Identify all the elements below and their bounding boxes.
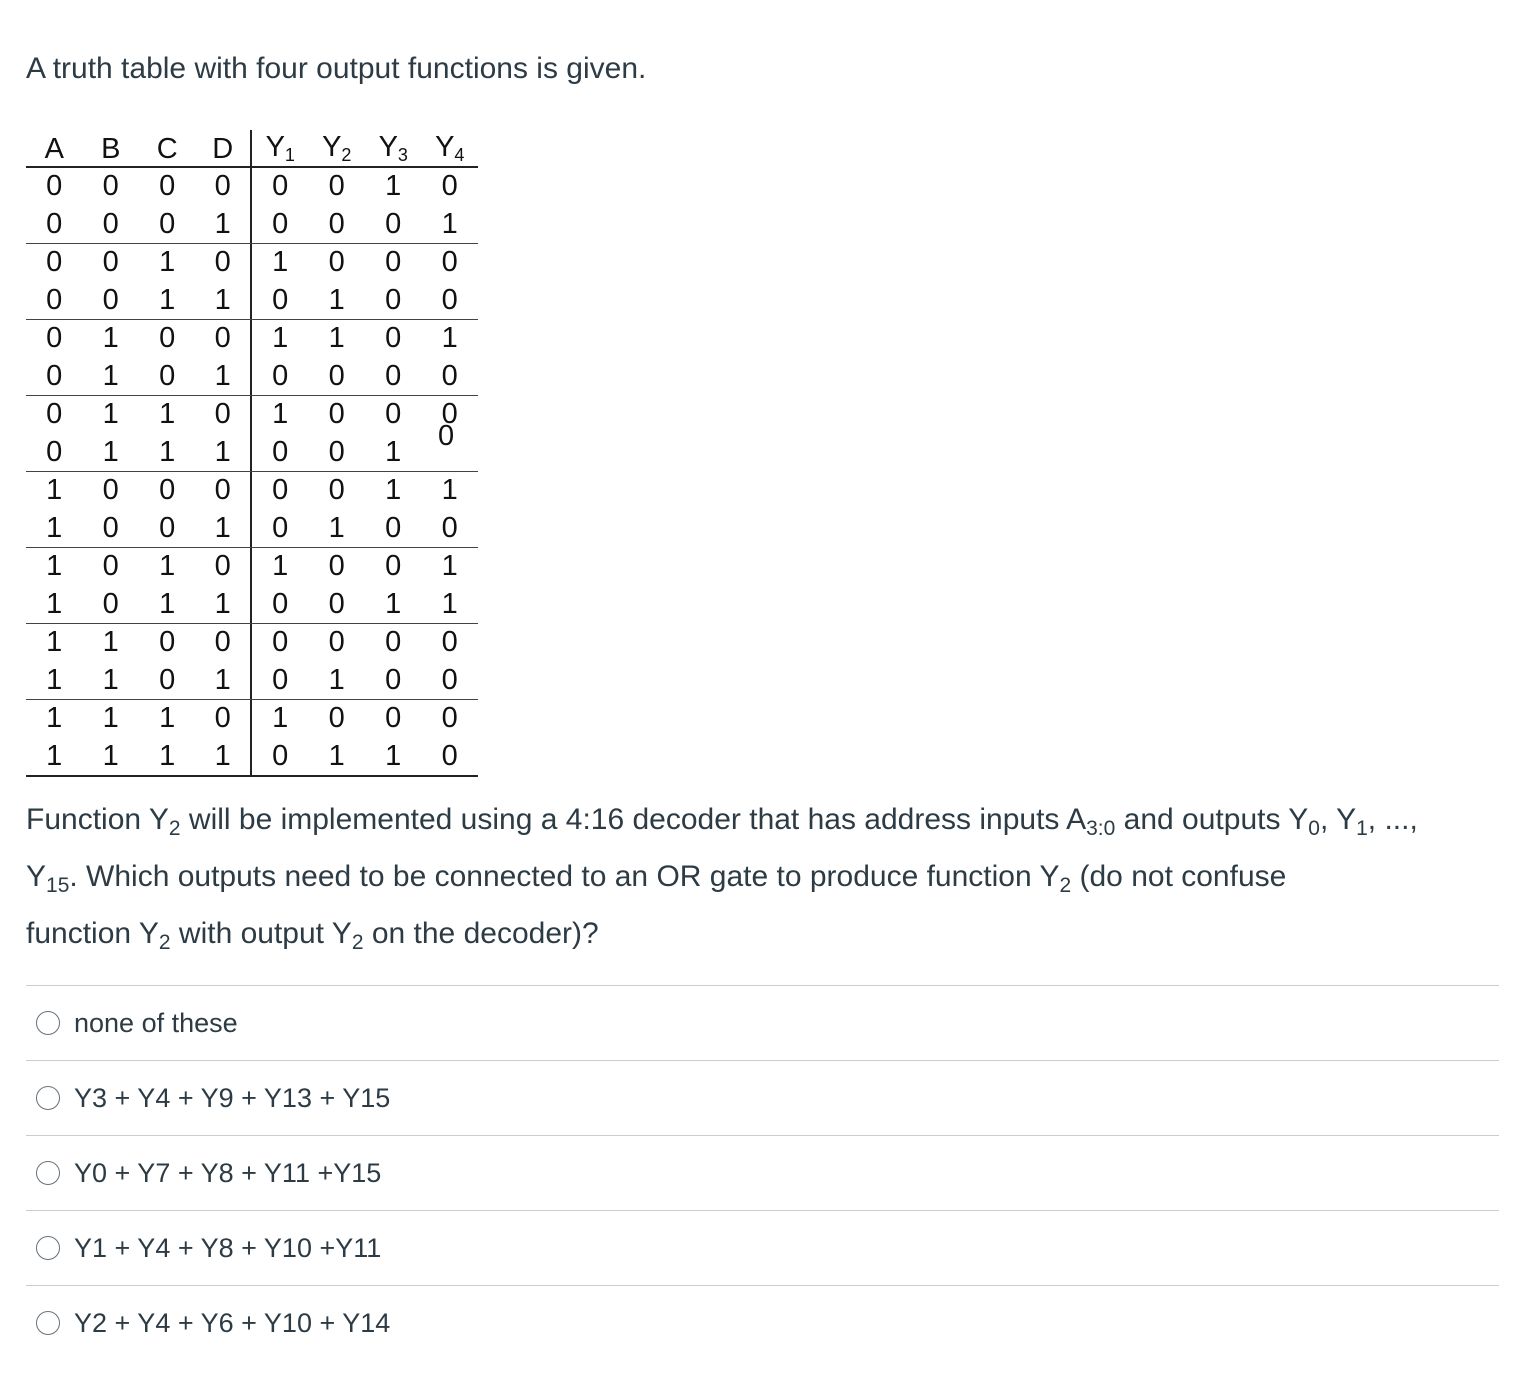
table-cell: 1 bbox=[159, 587, 176, 620]
table-cell: 1 bbox=[385, 587, 402, 620]
table-cell: 1 bbox=[102, 398, 119, 431]
table-cell: 0 bbox=[441, 626, 458, 659]
header-input: B bbox=[101, 133, 121, 165]
header-input: C bbox=[156, 133, 178, 165]
table-cell: 0 bbox=[328, 702, 345, 735]
answer-option[interactable] bbox=[26, 1060, 1499, 1135]
table-cell: 0 bbox=[328, 246, 345, 279]
table-cell: 0 bbox=[196, 548, 253, 586]
table-cell: 1 bbox=[159, 283, 176, 316]
table-cell: 0 bbox=[102, 283, 119, 316]
table-cell: 1 bbox=[441, 207, 458, 240]
table-cell: 1 bbox=[385, 474, 402, 507]
table-cell: 1 bbox=[46, 626, 63, 659]
table-cell: 1 bbox=[46, 511, 63, 544]
table-cell: 0 bbox=[385, 246, 402, 279]
table-cell: 0 bbox=[46, 398, 63, 431]
table-row bbox=[26, 243, 478, 282]
table-cell: 0 bbox=[328, 207, 345, 240]
table-cell: 1 bbox=[328, 739, 345, 772]
table-cell: 0 bbox=[46, 170, 63, 203]
header-input: D bbox=[196, 130, 253, 166]
table-cell: 1 bbox=[46, 550, 63, 583]
intro-text: A truth table with four output functions is given. bbox=[26, 52, 647, 85]
table-cell: 0 bbox=[385, 207, 402, 240]
table-cell: 0 bbox=[441, 739, 458, 772]
table-cell: 1 bbox=[159, 550, 176, 583]
table-cell: 0 bbox=[159, 170, 176, 203]
table-cell: 0 bbox=[196, 396, 253, 434]
table-cell: 0 bbox=[385, 322, 402, 355]
table-cell: 0 bbox=[196, 472, 253, 510]
table-cell: 0 bbox=[196, 624, 253, 662]
table-cell: 0 bbox=[385, 283, 402, 316]
table-cell: 1 bbox=[102, 322, 119, 355]
table-row bbox=[26, 623, 478, 662]
table-cell: 0 bbox=[272, 283, 289, 316]
table-cell: 1 bbox=[272, 322, 289, 355]
header-output: $Y_2$ bbox=[322, 131, 352, 165]
answer-label: Y3 + Y4 + Y9 + Y13 + Y15 bbox=[74, 1082, 391, 1113]
table-row bbox=[26, 662, 478, 700]
table-cell: 1 bbox=[328, 283, 345, 316]
table-row bbox=[26, 168, 478, 206]
table-cell: 0 bbox=[272, 663, 289, 696]
table-row bbox=[26, 699, 478, 738]
header-input: A bbox=[44, 133, 64, 165]
header-output: $Y_3$ bbox=[378, 131, 408, 165]
table-cell: 1 bbox=[102, 739, 119, 772]
table-cell: 0 bbox=[328, 170, 345, 203]
table-cell: 1 bbox=[196, 662, 253, 700]
table-cell: 1 bbox=[385, 435, 402, 468]
radio-button[interactable] bbox=[36, 1161, 60, 1185]
table-row bbox=[26, 319, 478, 358]
table-cell: 0 bbox=[328, 435, 345, 468]
table-cell: 0 bbox=[385, 398, 402, 431]
table-cell: 1 bbox=[102, 702, 119, 735]
truth-table-header bbox=[26, 130, 478, 168]
table-cell: 1 bbox=[102, 626, 119, 659]
table-cell: 1 bbox=[159, 739, 176, 772]
table-cell: 1 bbox=[46, 739, 63, 772]
table-cell: 0 bbox=[46, 435, 63, 468]
table-cell: 0 bbox=[441, 359, 458, 392]
table-cell: 1 bbox=[328, 511, 345, 544]
stray-glyph: 0 bbox=[438, 420, 455, 452]
table-cell: 1 bbox=[441, 550, 458, 583]
radio-button[interactable] bbox=[36, 1011, 60, 1035]
table-row bbox=[26, 395, 478, 434]
answer-label: Y1 + Y4 + Y8 + Y10 +Y11 bbox=[74, 1232, 382, 1263]
table-cell: 0 bbox=[328, 474, 345, 507]
table-cell: 0 bbox=[46, 322, 63, 355]
table-cell: 0 bbox=[385, 550, 402, 583]
table-cell: 0 bbox=[441, 283, 458, 316]
table-cell: 1 bbox=[196, 282, 253, 320]
table-cell: 0 bbox=[441, 702, 458, 735]
table-row bbox=[26, 471, 478, 510]
table-cell: 1 bbox=[46, 702, 63, 735]
table-cell: 0 bbox=[102, 550, 119, 583]
table-cell: 1 bbox=[102, 359, 119, 392]
table-cell: 1 bbox=[328, 322, 345, 355]
table-cell: 1 bbox=[46, 663, 63, 696]
table-row bbox=[26, 282, 478, 320]
table-cell: 0 bbox=[102, 246, 119, 279]
table-cell: 0 bbox=[328, 587, 345, 620]
answer-label: Y2 + Y4 + Y6 + Y10 + Y14 bbox=[74, 1307, 391, 1338]
table-row bbox=[26, 434, 478, 472]
truth-table-body bbox=[26, 168, 478, 777]
table-cell: 1 bbox=[385, 739, 402, 772]
table-cell: 0 bbox=[159, 511, 176, 544]
table-cell: 0 bbox=[102, 207, 119, 240]
table-cell: 0 bbox=[102, 511, 119, 544]
table-cell: 1 bbox=[272, 246, 289, 279]
table-cell: 1 bbox=[102, 435, 119, 468]
truth-table bbox=[26, 130, 478, 777]
table-cell: 1 bbox=[159, 398, 176, 431]
answer-option[interactable] bbox=[26, 1210, 1499, 1285]
table-cell: 0 bbox=[385, 511, 402, 544]
table-cell: 0 bbox=[272, 511, 289, 544]
table-cell: 1 bbox=[328, 663, 345, 696]
table-cell: 0 bbox=[46, 246, 63, 279]
radio-button[interactable] bbox=[36, 1086, 60, 1110]
table-cell: 0 bbox=[46, 207, 63, 240]
table-cell: 0 bbox=[272, 587, 289, 620]
table-cell: 0 bbox=[102, 587, 119, 620]
question-text: Function $Y_2$ will be implemented using a 4:16 decoder that has address inputs $A_{3:0}$ and outputs $Y_0$, $Y_1$, ..., $Y_{15}$. Which outputs need to be connected to an OR gate to produce function $Y_2$ (do not confuse function $Y_2$ with output $Y_2$ on the decoder)? bbox=[26, 803, 1418, 954]
table-row bbox=[26, 206, 478, 244]
header-output: $Y_4$ bbox=[435, 131, 465, 165]
table-cell: 0 bbox=[196, 700, 253, 738]
table-cell: 0 bbox=[272, 474, 289, 507]
table-cell: 1 bbox=[196, 358, 253, 396]
answer-list bbox=[26, 985, 1499, 1360]
table-cell: 0 bbox=[385, 359, 402, 392]
table-cell: 0 bbox=[441, 663, 458, 696]
table-cell: 1 bbox=[159, 435, 176, 468]
table-cell: 1 bbox=[385, 170, 402, 203]
table-cell: 1 bbox=[102, 663, 119, 696]
table-cell: 0 bbox=[159, 207, 176, 240]
table-cell: 0 bbox=[385, 663, 402, 696]
table-cell: 0 bbox=[441, 246, 458, 279]
table-cell: 0 bbox=[328, 626, 345, 659]
table-cell: 1 bbox=[196, 206, 253, 244]
table-cell: 1 bbox=[441, 322, 458, 355]
table-cell: 0 bbox=[196, 320, 253, 358]
header-output: $Y_1$ bbox=[265, 131, 295, 165]
table-cell: 1 bbox=[272, 550, 289, 583]
table-cell: 0 bbox=[385, 702, 402, 735]
table-cell: 0 bbox=[159, 322, 176, 355]
answer-label: Y0 + Y7 + Y8 + Y11 +Y15 bbox=[74, 1157, 382, 1188]
table-cell: 0 bbox=[272, 739, 289, 772]
table-cell: 1 bbox=[196, 738, 253, 776]
table-cell: 0 bbox=[159, 626, 176, 659]
table-cell: 0 bbox=[272, 626, 289, 659]
table-cell: 0 bbox=[328, 398, 345, 431]
table-cell: 0 bbox=[272, 359, 289, 392]
answer-option[interactable] bbox=[26, 1135, 1499, 1210]
table-cell: 1 bbox=[441, 587, 458, 620]
table-cell: 0 bbox=[328, 550, 345, 583]
table-cell: 1 bbox=[159, 246, 176, 279]
table-cell: 0 bbox=[159, 359, 176, 392]
table-cell: 0 bbox=[102, 170, 119, 203]
table-cell: 0 bbox=[46, 283, 63, 316]
table-cell: 0 bbox=[196, 168, 253, 206]
table-row bbox=[26, 738, 478, 778]
table-cell: 1 bbox=[196, 510, 253, 548]
table-cell: 0 bbox=[328, 359, 345, 392]
table-cell: 1 bbox=[196, 434, 253, 472]
table-cell: 0 bbox=[272, 207, 289, 240]
answer-option[interactable] bbox=[26, 985, 1499, 1060]
table-row bbox=[26, 510, 478, 548]
table-cell: 1 bbox=[46, 474, 63, 507]
table-cell: 0 bbox=[196, 244, 253, 282]
table-cell: 1 bbox=[272, 398, 289, 431]
table-cell: 0 bbox=[441, 170, 458, 203]
table-cell: 1 bbox=[46, 587, 63, 620]
table-cell: 1 bbox=[159, 702, 176, 735]
table-row bbox=[26, 586, 478, 624]
table-cell: 0 bbox=[159, 663, 176, 696]
answer-option[interactable] bbox=[26, 1285, 1499, 1360]
table-cell: 0 bbox=[272, 170, 289, 203]
answer-label: none of these bbox=[74, 1007, 238, 1038]
radio-button[interactable] bbox=[36, 1236, 60, 1260]
table-cell: 0 bbox=[102, 474, 119, 507]
table-cell: 1 bbox=[441, 474, 458, 507]
table-cell: 0 bbox=[441, 511, 458, 544]
radio-button[interactable] bbox=[36, 1311, 60, 1335]
table-cell: 0 bbox=[441, 398, 458, 431]
table-cell: 0 bbox=[272, 435, 289, 468]
table-cell: 1 bbox=[196, 586, 253, 624]
table-row bbox=[26, 547, 478, 586]
table-cell: 0 bbox=[385, 626, 402, 659]
table-cell: 0 bbox=[46, 359, 63, 392]
table-cell: 1 bbox=[272, 702, 289, 735]
table-cell: 0 bbox=[159, 474, 176, 507]
table-row bbox=[26, 358, 478, 396]
